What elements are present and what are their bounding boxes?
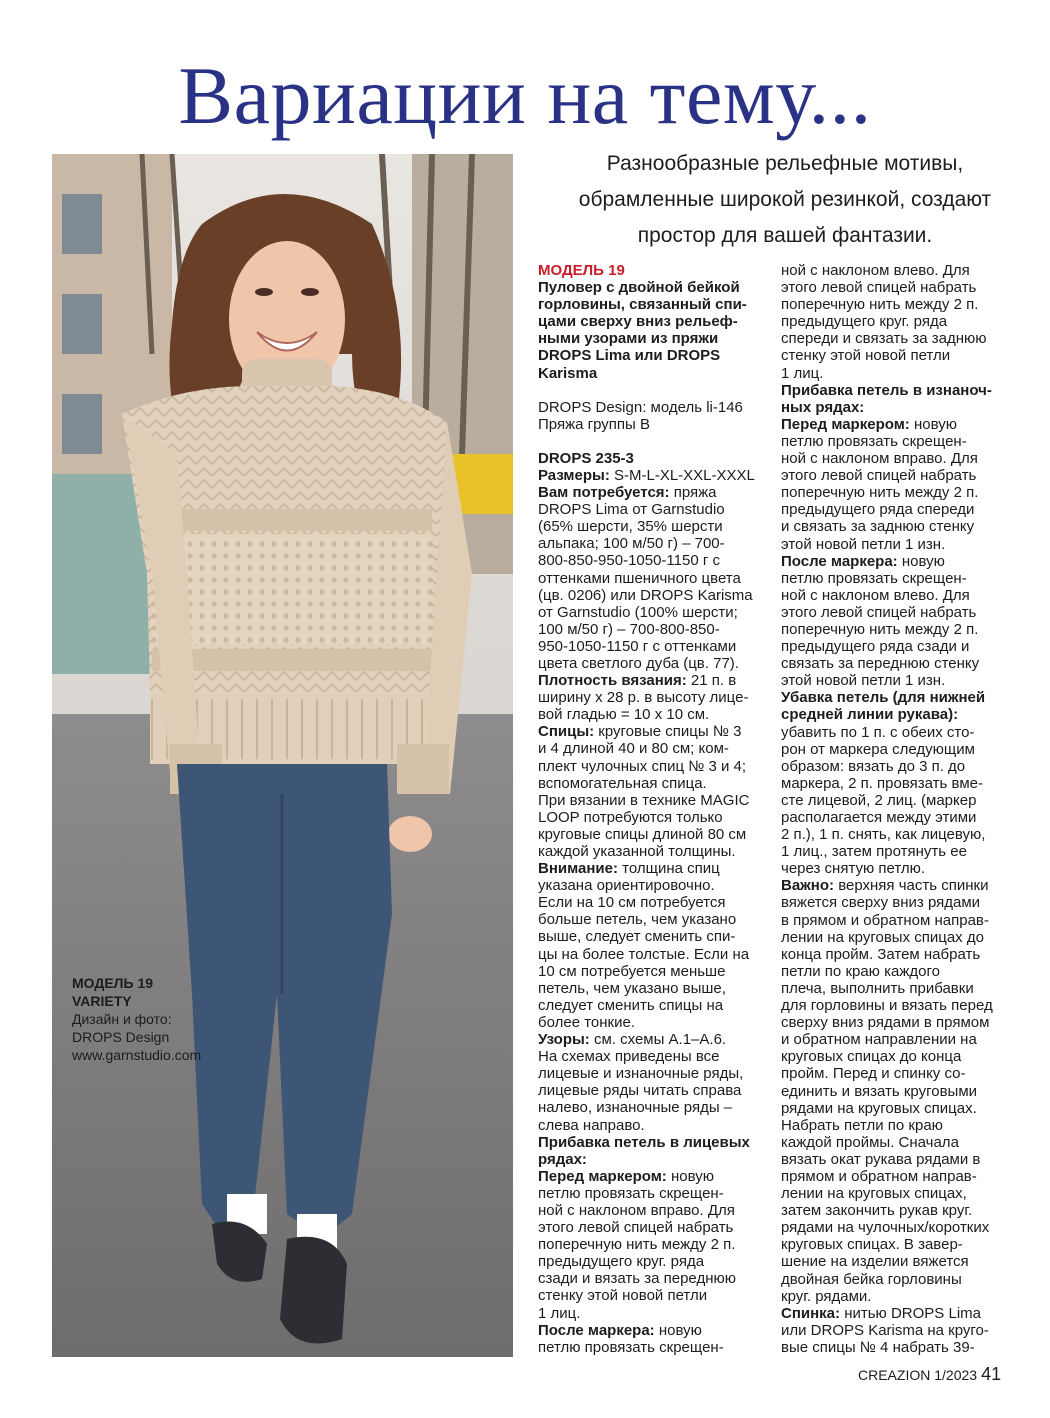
page-number: 41 [981,1364,1002,1384]
inline-text: новую [897,552,945,570]
article-column-2 [781,262,1013,1356]
text-line: этого левой спицей набрать [781,603,977,621]
text-line: рон от маркера следующим [781,740,975,758]
text-line: прямом и обратном направ- [781,1167,977,1185]
inline-heading: Важно: [781,877,835,895]
text-line: На схемах приведены все [538,1048,720,1066]
text-line: для горловины и вязать перед [781,997,993,1015]
text-line: петлю провязать скрещен- [538,1338,724,1356]
text-line [538,484,766,501]
inline-heading: Спицы: [538,723,595,741]
text-line [538,1031,766,1048]
text-line: предыдущего ряда спереди [781,501,975,519]
text-line: единить и вязать круговыми [781,1082,978,1100]
text-line: 2 п.), 1 п. снять, как лицевую, [781,826,986,844]
text-line: связать за переднюю стенку [781,655,980,673]
text-line: спереди и связать за заднюю [781,330,987,348]
text-line: Пряжа группы В [538,415,650,433]
text-line: следует сменить спицы на [538,996,724,1014]
article-column-1 [538,262,766,1356]
text-line: 10 см потребуется меньше [538,962,726,980]
text-line: рядами на чулочных/коротких [781,1219,990,1237]
text-line: рядами на круговых спицах. [781,1099,977,1117]
intro-text [540,146,1030,254]
text-line: (цв. 0206) или DROPS Karisma [538,586,753,604]
model-photo-illustration [52,154,513,1357]
text-line: DROPS Design: модель li-146 [538,398,743,416]
text-line: 1 лиц. [781,364,824,382]
text-line: лении на круговых спицах до [781,928,984,946]
text-line: петлю провязать скрещен- [781,569,967,587]
text-line: сте лицевой, 2 лиц. (маркер [781,791,977,809]
photo-caption [72,974,272,1064]
inline-text: толщина спиц [617,860,720,878]
text-line: вяжется сверху вниз рядами [781,894,981,912]
text-line: Прибавка петель в лицевых [538,1133,750,1151]
inline-heading: Размеры: [538,466,610,484]
text-line: затем закончить рукав круг. [781,1202,973,1220]
text-line: каждой указанной толщины. [538,843,736,860]
text-line [538,1322,766,1339]
text-line: стенку этой новой петли [538,1287,708,1305]
inline-text: новую [666,1167,714,1185]
text-line: вой гладью = 10 х 10 см. [538,706,710,724]
inline-heading: Внимание: [538,860,618,878]
text-line: рядах: [538,1150,587,1168]
intro-line: Разнообразные рельефные мотивы, [606,152,964,175]
text-line: и обратном направлении на [781,1031,977,1049]
text-line: пройм. Перед и спинку со- [781,1065,966,1083]
text-line: ными узорами из пряжи [538,330,719,348]
inline-heading: Узоры: [538,1031,590,1049]
inline-text: круговые спицы № 3 [594,723,742,741]
inline-text: пряжа [669,484,717,502]
text-line: круговых спицах. В завер- [781,1236,963,1254]
text-line [781,1305,1013,1322]
intro-line: обрамленные широкой резинкой, создают [578,188,992,211]
text-line: маркера, 2 п. провязать вме- [781,774,983,792]
text-line: убавить по 1 п. с обеих сто- [781,723,975,741]
text-line: средней линии рукава): [781,706,959,724]
text-line: петли по краю каждого [781,962,940,980]
text-line: ширину х 28 р. в высоту лице- [538,689,749,707]
text-line: 950-1050-1150 г с оттенками [538,637,737,655]
text-line: располагается между этими [781,809,977,826]
inline-heading: Спинка: [781,1304,841,1322]
inline-text: новую [909,415,957,433]
text-line: более тонкие. [538,1013,635,1031]
text-line [781,877,1013,894]
text-line: лицевые и изнаночные ряды, [538,1065,744,1083]
inline-text: нитью DROPS Lima [840,1304,981,1322]
text-line: 1 лиц., затем протянуть ее [781,843,967,861]
inline-heading: После маркера: [538,1321,655,1339]
text-line: ной с наклоном влево. Для [781,586,970,604]
text-line: выше, следует сменить спи- [538,928,736,946]
text-line: ных рядах: [781,398,865,416]
text-line [538,433,766,450]
text-line: (65% шерсти, 35% шерсти [538,518,723,536]
text-line: образом: вязать до 3 п. до [781,757,966,775]
text-line: петлю провязать скрещен- [538,1184,724,1202]
text-line: цами сверху вниз рельеф- [538,313,738,331]
text-line: сверху вниз рядами в прямом [781,1014,990,1032]
inline-heading: Плотность вязания: [538,672,687,690]
page-title: Вариации на тему... [178,50,872,141]
text-line: LOOP потребуются только [538,808,723,826]
text-line: этого левой спицей набрать [781,467,977,485]
text-line: и связать за заднюю стенку [781,518,975,536]
text-line: ной с наклоном влево. Для [781,262,970,279]
text-line: ной с наклоном вправо. Для [781,450,978,468]
magazine-issue: CREAZION 1/2023 [858,1367,978,1383]
caption-line: DROPS Design [72,1029,170,1045]
text-line: этого левой спицей набрать [538,1219,734,1237]
text-line: МОДЕЛЬ 19 [538,262,625,279]
text-line: предыдущего ряда сзади и [781,638,970,656]
inline-text: новую [654,1321,702,1339]
inline-text: верхняя часть спинки [834,877,989,895]
text-line: этой новой петли 1 изн. [781,535,946,553]
text-line: предыдущего круг. ряда [781,313,948,331]
text-line: Пуловер с двойной бейкой [538,279,740,297]
text-line: от Garnstudio (100% шерсти; [538,603,738,621]
text-line: сзади и вязать за переднюю [538,1270,736,1288]
text-line: указана ориентировочно. [538,877,715,895]
text-line [538,672,766,689]
text-line: горловины, связанный спи- [538,296,747,314]
text-line: альпака; 100 м/50 г) – 700- [538,535,725,553]
text-line: оттенками пшеничного цвета [538,569,741,587]
text-line: этого левой спицей набрать [781,279,977,297]
text-line: или DROPS Karisma на круго- [781,1321,989,1339]
text-line: лицевые ряды читать справа [538,1082,742,1100]
text-line: слева направо. [538,1116,645,1134]
inline-text: 21 п. в [686,672,737,690]
page-footer [858,1364,1001,1385]
text-line: конца пройм. Затем набрать [781,945,981,963]
text-line: плеча, выполнить прибавки [781,979,974,997]
text-line: лении на круговых спицах, [781,1185,967,1203]
text-line [538,382,766,399]
text-line: предыдущего круг. ряда [538,1253,705,1271]
text-line: вые спицы № 4 набрать 39- [781,1338,975,1356]
text-line: поперечную нить между 2 п. [538,1236,736,1254]
text-line [538,723,766,740]
caption-line: www.garnstudio.com [72,1047,202,1063]
text-line [538,860,766,877]
text-line: DROPS Lima от Garnstudio [538,501,725,519]
text-line: через снятую петлю. [781,860,926,878]
text-line: Набрать петли по краю [781,1116,943,1134]
text-line: петлю провязать скрещен- [781,432,967,450]
text-line: При вязании в технике MAGIC [538,791,750,809]
text-line: цвета светлого дуба (цв. 77). [538,654,739,672]
text-line: больше петель, чем указано [538,911,737,929]
text-line: плект чулочных спиц № 3 и 4; [538,757,747,775]
text-line: круговые спицы длиной 80 см [538,825,747,843]
text-line: вспомогательная спица. [538,774,707,792]
inline-heading: Вам потребуется: [538,484,670,502]
model-photo [52,154,513,1357]
text-line: Karisma [538,364,598,382]
inline-heading: Перед маркером: [781,415,910,433]
text-line: 1 лиц. [538,1304,581,1322]
text-line: стенку этой новой петли [781,347,951,365]
text-line: Прибавка петель в изнаноч- [781,381,992,399]
caption-line: Дизайн и фото: [72,1011,172,1027]
inline-text: S-M-L-XL-XXL-XXXL [609,466,755,484]
text-line: поперечную нить между 2 п. [781,296,979,314]
text-line: налево, изнаночные ряды – [538,1099,733,1117]
text-line: этой новой петли 1 изн. [781,672,946,690]
text-line: DROPS 235-3 [538,449,634,467]
text-line: DROPS Lima или DROPS [538,347,721,365]
intro-line: простор для вашей фантазии. [637,224,933,247]
caption-title: МОДЕЛЬ 19 [72,975,154,991]
text-line: Если на 10 см потребуется [538,894,726,912]
text-line: каждой проймы. Сначала [781,1133,959,1151]
text-line: поперечную нить между 2 п. [781,620,979,638]
text-line: 100 м/50 г) – 700-800-850- [538,620,720,638]
text-line: шение на изделии вяжется [781,1253,969,1271]
text-line: двойная бейка горловины [781,1270,962,1288]
text-line: и 4 длиной 40 и 80 см; ком- [538,740,729,758]
text-line: круговых спицах до конца [781,1048,962,1066]
text-line: круг. рядами. [781,1287,872,1305]
text-line: в прямом и обратном направ- [781,911,989,929]
text-line: 800-850-950-1050-1150 г с [538,552,720,570]
text-line [781,553,1013,570]
text-line: петель, чем указано выше, [538,979,726,997]
inline-heading: Перед маркером: [538,1167,667,1185]
text-line: цы на более толстые. Если на [538,945,750,963]
text-line [781,416,1013,433]
text-line: ной с наклоном вправо. Для [538,1201,735,1219]
text-line: вязать окат рукава рядами в [781,1150,981,1168]
text-line [538,467,766,484]
inline-heading: После маркера: [781,552,898,570]
inline-text: см. схемы А.1–А.6. [589,1031,727,1049]
text-line [538,1168,766,1185]
caption-subtitle: VARIETY [72,993,132,1009]
text-line: поперечную нить между 2 п. [781,484,979,502]
text-line: Убавка петель (для нижней [781,689,986,707]
